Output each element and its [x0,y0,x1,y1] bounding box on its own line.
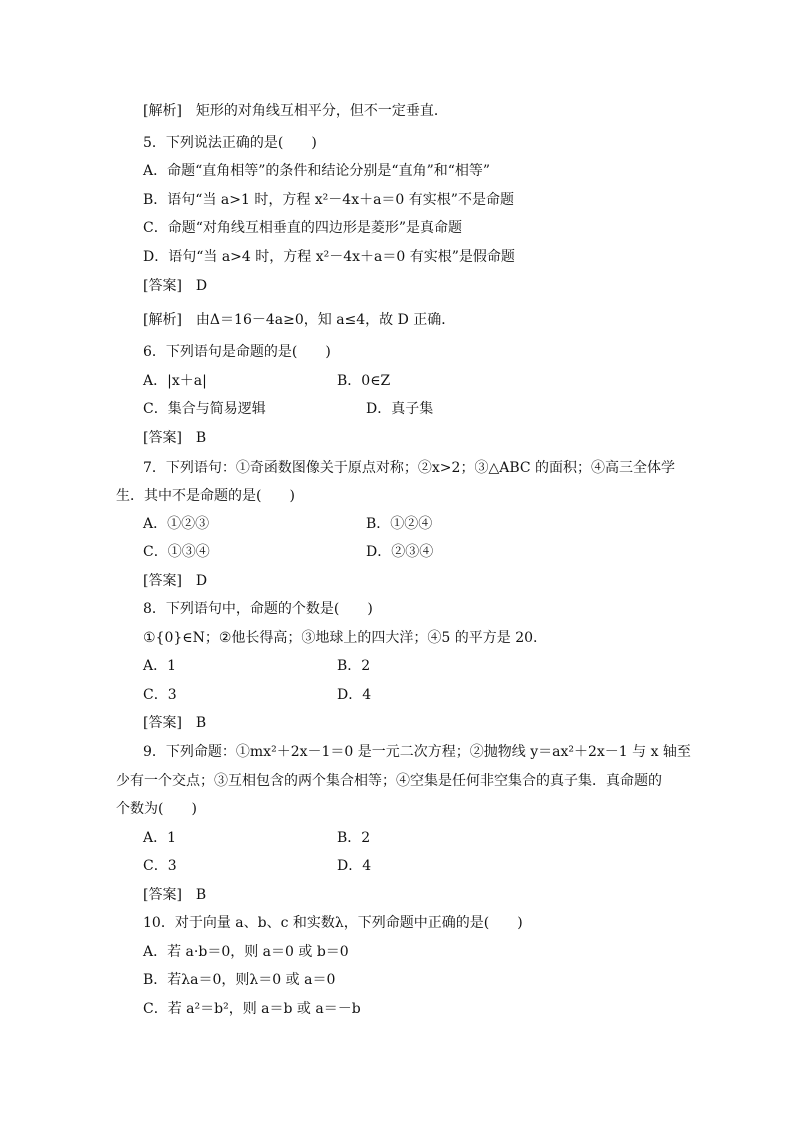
question-5-option-d: D．语句“当 a>4 时，方程 x²－4x＋a＝0 有实根”是假命题 [143,249,515,265]
question-10-stem: 10．对于向量 a、b、c 和实数λ，下列命题中正确的是( ) [143,915,523,931]
question-7-stem-cont: 生．其中不是命题的是( ) [116,488,295,504]
question-5-option-c: C．命题“对角线互相垂直的四边形是菱形”是真命题 [143,220,463,236]
question-9-option-a: A．1 [143,830,177,846]
question-5-analysis: [解析] 由Δ＝16－4a≥0，知 a≤4，故 D 正确． [143,312,456,328]
question-10-option-c: C．若 a²＝b²，则 a＝b 或 a＝－b [143,1001,361,1017]
question-7-option-d: D．②③④ [366,544,434,560]
question-9-stem-cont: 少有一个交点；③互相包含的两个集合相等；④空集是任何非空集合的真子集．真命题的 [116,773,662,789]
question-5-answer: [答案] D [143,278,208,294]
question-9-option-d: D．4 [337,858,372,874]
question-9-option-c: C．3 [143,858,177,874]
question-6-option-c: C．集合与简易逻辑 [143,401,266,417]
question-9-answer: [答案] B [143,887,207,903]
question-8-stem: 8．下列语句中，命题的个数是( ) [143,601,373,617]
question-9-stem-cont-2: 个数为( ) [116,801,197,817]
question-7-option-c: C．①③④ [143,544,210,560]
question-7-option-b: B．①②④ [366,516,433,532]
question-8-option-a: A．1 [143,658,177,674]
question-10-option-a: A．若 a·b＝0，则 a＝0 或 b＝0 [143,944,349,960]
question-6-answer: [答案] B [143,430,207,446]
question-9-option-b: B．2 [337,830,371,846]
question-5-option-a: A．命题“直角相等”的条件和结论分别是“直角”和“相等” [143,163,491,179]
question-8-option-b: B．2 [337,658,371,674]
question-8-option-c: C．3 [143,687,177,703]
analysis-line: [解析] 矩形的对角线互相平分，但不一定垂直． [143,103,448,119]
question-7-stem: 7．下列语句：①奇函数图像关于原点对称；②x>2；③△ABC 的面积；④高三全体学 [143,460,676,476]
question-8-option-d: D．4 [337,687,372,703]
question-6-option-d: D．真子集 [366,401,434,417]
question-5-stem: 5．下列说法正确的是( ) [143,135,317,151]
question-8-answer: [答案] B [143,715,207,731]
question-7-answer: [答案] D [143,573,208,589]
question-6-stem: 6．下列语句是命题的是( ) [143,344,331,360]
question-8-statements: ①{0}∈N；②他长得高；③地球上的四大洋；④5 的平方是 20. [143,630,538,646]
question-7-option-a: A．①②③ [143,516,210,532]
question-5-option-b: B．语句“当 a>1 时，方程 x²－4x＋a＝0 有实根”不是命题 [143,192,514,208]
question-6-option-a: A．|x＋a| [143,373,207,389]
question-6-option-b: B．0∈Z [337,373,391,389]
question-9-stem: 9．下列命题：①mx²＋2x－1＝0 是一元二次方程；②抛物线 y＝ax²＋2x－1 与 x 轴至 [143,744,691,760]
question-10-option-b: B．若λa＝0，则λ＝0 或 a＝0 [143,972,336,988]
